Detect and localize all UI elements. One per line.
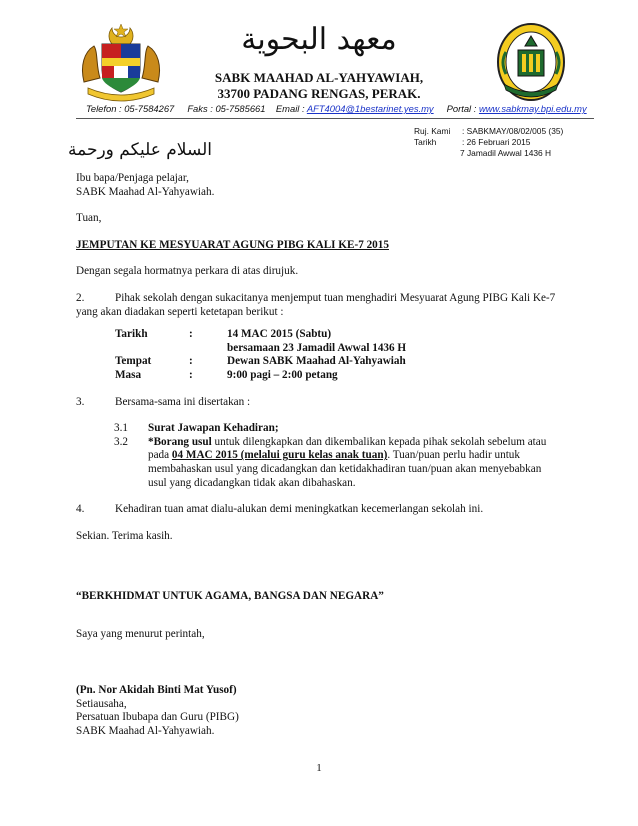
email-link[interactable]: AFT4004@1bestarinet.yes.my <box>306 103 434 114</box>
para-2-line-1: Pihak sekolah dengan sukacitanya menjemput tuan menghadiri Mesyuarat Agung PIBG Kali Ke-7 <box>115 291 556 304</box>
item-text-a: untuk dilengkapkan dan dikembalikan kepada pihak sekolah sebelum atau <box>211 435 547 448</box>
school-name: SABK MAAHAD AL-YAHYAWIAH, <box>214 70 424 85</box>
tarikh-label: Tarikh <box>414 137 437 147</box>
contact-line <box>86 103 606 114</box>
school-address: 33700 PADANG RENGAS, PERAK. <box>217 86 421 101</box>
list-item <box>114 422 592 436</box>
detail-tarikh-label: Tarikh <box>115 328 148 341</box>
paragraph-4 <box>76 503 592 517</box>
school-emblem-logo <box>496 22 566 104</box>
arabic-greeting: السلام عليكم ورحمة <box>68 140 213 160</box>
reference-block <box>414 126 614 159</box>
closing: Sekian. Terima kasih. <box>76 529 173 542</box>
detail-masa-value: 9:00 pagi – 2:00 petang <box>227 368 338 381</box>
item-text-b: . Tuan/puan perlu hadir untuk <box>387 449 520 462</box>
para-3-number: 3. <box>76 395 85 408</box>
motto: “BERKHIDMAT UNTUK AGAMA, BANGSA DAN NEGARA” <box>76 590 384 602</box>
borang-usul: *Borang usul <box>148 435 212 448</box>
page-number: 1 <box>316 762 322 774</box>
ruj-label: Ruj. Kami <box>414 126 451 136</box>
recipient-line-1: Ibu bapa/Penjaga pelajar, <box>76 172 189 184</box>
salutation: Tuan, <box>76 212 102 225</box>
header-divider <box>76 118 594 119</box>
tarikh-value: : 26 Februari 2015 <box>462 137 531 147</box>
detail-colon: : <box>189 328 193 341</box>
letter-body <box>76 172 592 543</box>
paragraph-3 <box>76 396 592 410</box>
paragraph-1: Dengan segala hormatnya perkara di atas dirujuk. <box>76 265 299 278</box>
detail-tempat-value: Dewan SABK Maahad Al-Yahyawiah <box>227 355 406 368</box>
item-line-3: membahaskan usul yang dicadangkan dan ketidakhadiran tuan/puan akan menyebabkan <box>148 462 542 475</box>
item-pada: pada <box>148 449 172 462</box>
recipient-line-2: SABK Maahad Al-Yahyawiah. <box>76 185 215 198</box>
list-item <box>114 436 592 490</box>
meeting-details <box>115 328 406 382</box>
para-4-number: 4. <box>76 503 85 516</box>
hijri-date: 7 Jamadil Awwal 1436 H <box>460 148 552 158</box>
signatory-title: Setiausaha, <box>76 697 127 710</box>
para-2-line-2: yang akan diadakan seperti ketetapan berikut : <box>76 305 284 318</box>
para-4-text: Kehadiran tuan amat dialu-alukan demi meningkatkan kecemerlangan sekolah ini. <box>115 503 484 516</box>
portal-label: Portal : <box>446 103 477 114</box>
detail-masa-label: Masa <box>115 368 142 381</box>
telefon: Telefon : 05-7584267 <box>86 103 175 114</box>
deadline-date: 04 MAC 2015 (melalui guru kelas anak tuan) <box>171 449 388 462</box>
attachment-list <box>114 422 592 490</box>
signatory-school: SABK Maahad Al-Yahyawiah. <box>76 724 215 737</box>
signature-block <box>76 684 239 738</box>
detail-colon: : <box>189 368 193 381</box>
item-text: Surat Jawapan Kehadiran; <box>148 422 279 435</box>
para-2-number: 2. <box>76 291 85 304</box>
para-3-text: Bersama-sama ini disertakan : <box>115 395 251 408</box>
paragraph-2 <box>76 292 592 319</box>
email-label: Email : <box>275 103 305 114</box>
order-line: Saya yang menurut perintah, <box>76 628 205 640</box>
ruj-value: : SABKMAY/08/02/005 (35) <box>462 126 564 136</box>
portal-link[interactable]: www.sabkmay.bpi.edu.my <box>478 103 587 114</box>
detail-hijri-value: bersamaan 23 Jamadil Awwal 1436 H <box>227 341 407 354</box>
arabic-school-name: معهد البحوية <box>241 22 397 57</box>
item-line-4: usul yang dicadangkan tidak akan dibahaskan. <box>148 476 356 489</box>
detail-tarikh-value: 14 MAC 2015 (Sabtu) <box>227 328 332 341</box>
detail-tempat-label: Tempat <box>115 355 152 368</box>
faks: Faks : 05-7585661 <box>187 103 266 114</box>
subject: JEMPUTAN KE MESYUARAT AGUNG PIBG KALI KE-7 2015 <box>76 238 389 251</box>
signatory-org: Persatuan Ibubapa dan Guru (PIBG) <box>76 711 239 724</box>
detail-colon: : <box>189 355 193 368</box>
signatory-name: (Pn. Nor Akidah Binti Mat Yusof) <box>76 684 237 696</box>
item-number: 3.2 <box>114 435 128 448</box>
item-number: 3.1 <box>114 422 128 435</box>
